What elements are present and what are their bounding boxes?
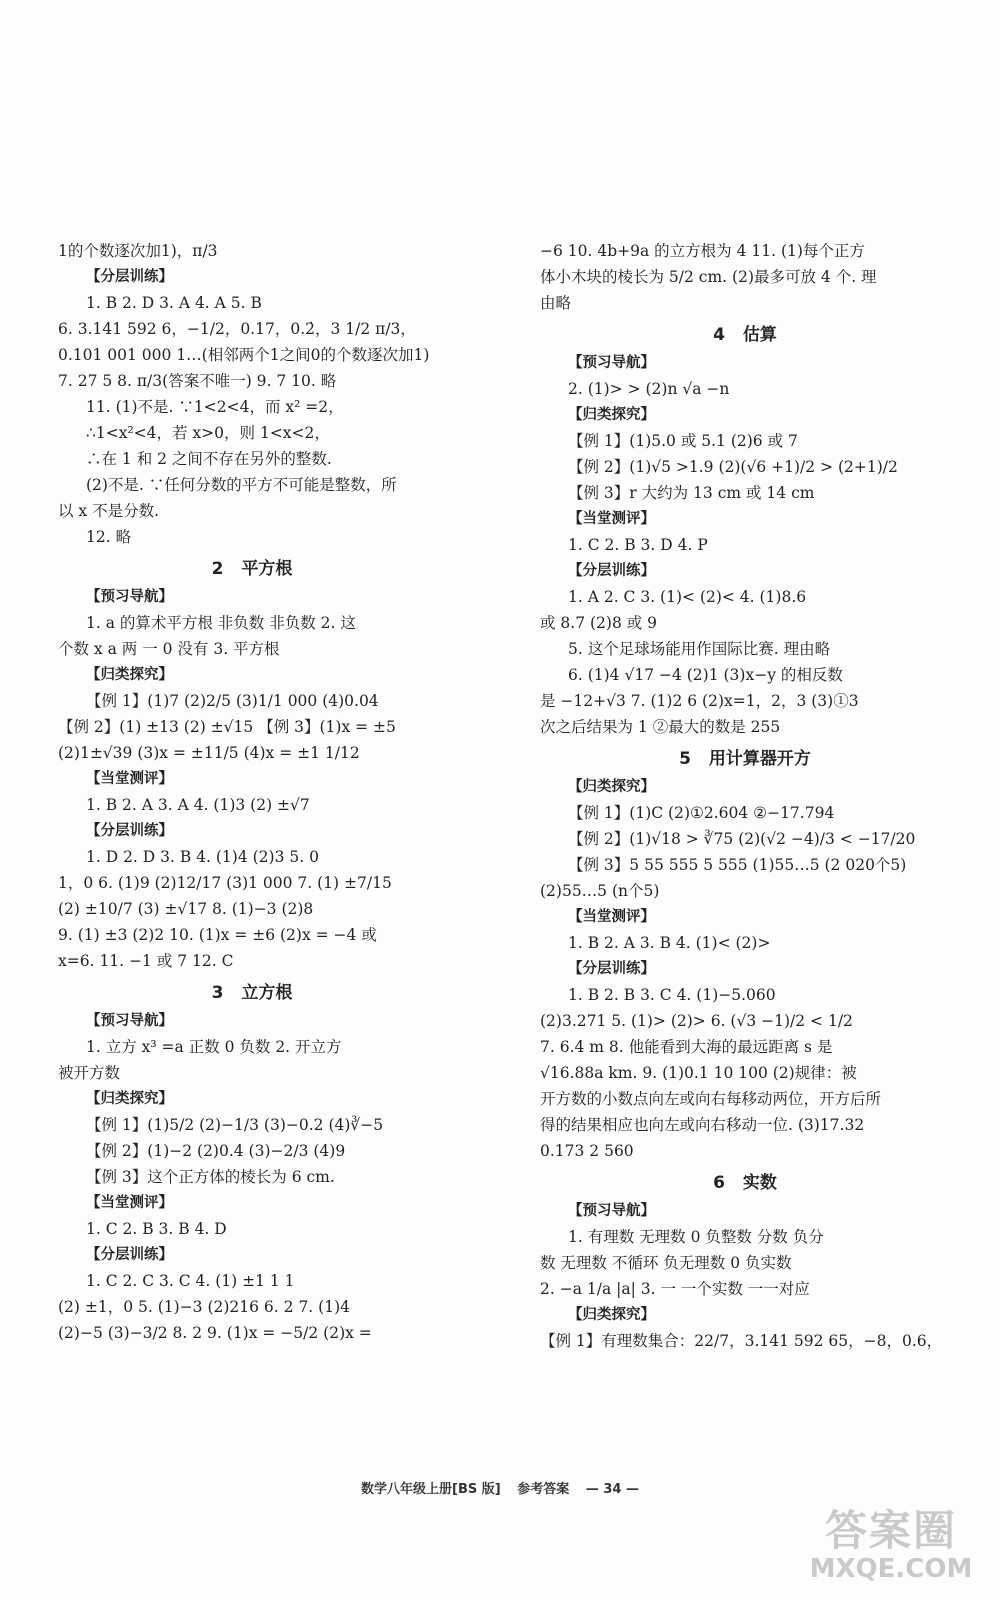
answer-line: 9. (1) ±3 (2)2 10. (1)x = ±6 (2)x = −4 或 bbox=[58, 926, 377, 944]
answer-line: ∴在 1 和 2 之间不存在另外的整数. bbox=[86, 450, 332, 468]
answer-line: 【例 2】(1)√5 >1.9 (2)(√6 +1)/2 > (2+1)/2 bbox=[568, 458, 898, 476]
subsection-label: 【分层训练】 bbox=[86, 823, 173, 839]
answer-line: 1. B 2. A 3. A 4. (1)3 (2) ±√7 bbox=[86, 796, 310, 814]
answer-line: 2. −a 1/a |a| 3. 一 一个实数 一一对应 bbox=[540, 1280, 810, 1298]
answer-line: (2) ±1，0 5. (1)−3 (2)216 6. 2 7. (1)4 bbox=[58, 1298, 350, 1316]
answer-line: 【例 2】(1)−2 (2)0.4 (3)−2/3 (4)9 bbox=[86, 1142, 346, 1160]
section-number: 4 bbox=[713, 325, 725, 345]
answer-line: −6 10. 4b+9a 的立方根为 4 11. (1)每个正方 bbox=[540, 242, 865, 260]
answer-line: 1. C 2. B 3. B 4. D bbox=[86, 1220, 227, 1238]
answer-line: 或 8.7 (2)8 或 9 bbox=[540, 614, 658, 632]
section-title: 平方根 bbox=[241, 559, 293, 579]
answer-line: 得的结果相应也向左或向右移动一位. (3)17.32 bbox=[540, 1116, 865, 1134]
section-number: 5 bbox=[679, 749, 691, 769]
section-title: 用计算器开方 bbox=[708, 749, 811, 769]
subsection-label: 【预习导航】 bbox=[568, 1203, 655, 1219]
section-number: 6 bbox=[713, 1173, 725, 1193]
subsection-label: 【分层训练】 bbox=[86, 269, 173, 285]
section-number: 2 bbox=[211, 559, 224, 579]
answer-line: 【例 2】(1) ±13 (2) ±√15 【例 3】(1)x = ±5 bbox=[58, 718, 396, 736]
answer-line: 【例 1】(1)5/2 (2)−1/3 (3)−0.2 (4)∛−5 bbox=[86, 1116, 384, 1134]
subsection-label: 【预习导航】 bbox=[86, 589, 173, 605]
answer-line: 由略 bbox=[540, 294, 572, 312]
answer-line: 0.173 2 560 bbox=[540, 1142, 634, 1160]
answer-line: 7. 6.4 m 8. 他能看到大海的最远距离 s 是 bbox=[540, 1038, 833, 1056]
answer-line: 1. 立方 x³ =a 正数 0 负数 2. 开立方 bbox=[86, 1038, 342, 1056]
answer-line: 【例 1】(1)C (2)①2.604 ②−17.794 bbox=[568, 804, 835, 822]
answer-line: 6. (1)4 √17 −4 (2)1 (3)x−y 的相反数 bbox=[568, 666, 843, 684]
answer-line: 11. (1)不是. ∵1<2<4，而 x² =2， bbox=[86, 398, 344, 416]
left-column bbox=[58, 238, 446, 1346]
subsection-label: 【当堂测评】 bbox=[568, 511, 655, 527]
answer-line: 7. 27 5 8. π/3(答案不唯一) 9. 7 10. 略 bbox=[58, 372, 337, 390]
answer-line: 【例 1】(1)7 (2)2/5 (3)1/1 000 (4)0.04 bbox=[86, 692, 379, 710]
answer-line: 5. 这个足球场能用作国际比赛. 理由略 bbox=[568, 640, 831, 658]
answer-line: 6. 3.141 592 6，−1/2，0.17，0.2̇，3 1/2 π/3， bbox=[58, 320, 416, 338]
answer-line: 次之后结果为 1 ②最大的数是 255 bbox=[540, 718, 781, 736]
answer-line: x=6. 11. −1 或 7 12. C bbox=[58, 952, 234, 970]
answer-line: 1，0 6. (1)9 (2)12/17 (3)1 000 7. (1) ±7/15 bbox=[58, 874, 392, 892]
subsection-label: 【归类探究】 bbox=[568, 779, 655, 795]
answer-line: 数 无理数 不循环 负无理数 0 负实数 bbox=[540, 1254, 792, 1272]
subsection-label: 【归类探究】 bbox=[86, 1091, 173, 1107]
answer-line: (2)不是. ∵任何分数的平方不可能是整数，所 bbox=[86, 476, 397, 494]
answer-line: 2. (1)> > (2)n √a −n bbox=[568, 380, 730, 398]
answer-line: 0.101 001 000 1…(相邻两个1之间0的个数逐次加1) bbox=[58, 346, 430, 364]
section-title: 立方根 bbox=[241, 983, 293, 1003]
watermark-logo bbox=[796, 1508, 986, 1590]
answer-line: 【例 2】(1)√18 > ∛75 (2)(√2 −4)/3 < −17/20 bbox=[568, 830, 916, 848]
section-title: 估算 bbox=[742, 325, 777, 345]
section-heading bbox=[540, 746, 950, 772]
answer-line: 以 x 不是分数. bbox=[58, 502, 160, 520]
subsection-label: 【分层训练】 bbox=[568, 961, 655, 977]
answer-line: 1. 有理数 无理数 0 负整数 分数 负分 bbox=[568, 1228, 824, 1246]
page-number: — 34 — bbox=[585, 1482, 639, 1497]
answer-line: ∴1<x²<4，若 x>0，则 1<x<2， bbox=[86, 424, 330, 442]
watermark-logo-text: 答案圈 bbox=[824, 1506, 957, 1555]
answer-line: 12. 略 bbox=[86, 528, 132, 546]
answer-line: 体小木块的棱长为 5/2 cm. (2)最多可放 4 个. 理 bbox=[540, 268, 877, 286]
section-heading bbox=[58, 980, 446, 1006]
answer-line: 【例 3】r 大约为 13 cm 或 14 cm bbox=[568, 484, 815, 502]
footer-section-label: 参考答案 bbox=[517, 1482, 570, 1497]
answer-line: 1. B 2. D 3. A 4. A 5. B bbox=[86, 294, 262, 312]
answer-line: 1. A 2. C 3. (1)< (2)< 4. (1)8.6 bbox=[568, 588, 807, 606]
answer-line: 是 −12+√3 7. (1)2 6 (2)x=1，2，3 (3)①3 bbox=[540, 692, 859, 710]
section-number: 3 bbox=[211, 983, 224, 1003]
subsection-label: 【预习导航】 bbox=[86, 1013, 173, 1029]
right-column bbox=[540, 238, 950, 1354]
subsection-label: 【分层训练】 bbox=[86, 1247, 173, 1263]
subsection-label: 【分层训练】 bbox=[568, 563, 655, 579]
subsection-label: 【归类探究】 bbox=[568, 1307, 655, 1323]
answer-line: 【例 1】(1)5.0 或 5.1 (2)6 或 7 bbox=[568, 432, 798, 450]
answer-line: 1. D 2. D 3. B 4. (1)4 (2)3 5. 0 bbox=[86, 848, 319, 866]
answer-line: 1. C 2. C 3. C 4. (1) ±1 1 1 bbox=[86, 1272, 295, 1290]
answer-line: 【例 3】5 55 555 5 555 (1)55…5 (2 020个5) bbox=[568, 856, 907, 874]
subsection-label: 【当堂测评】 bbox=[86, 771, 173, 787]
answer-line: 1. C 2. B 3. D 4. P bbox=[568, 536, 708, 554]
section-title: 实数 bbox=[742, 1173, 777, 1193]
answer-line: 1. a 的算术平方根 非负数 非负数 2. 这 bbox=[86, 614, 356, 632]
section-heading bbox=[540, 1170, 950, 1196]
answer-line: (2)55…5 (n个5) bbox=[540, 882, 660, 900]
watermark-url: MXQE.COM bbox=[809, 1554, 973, 1584]
answer-line: 1的个数逐次加1)，π/3 bbox=[58, 242, 218, 260]
answer-line: (2)3.271 5. (1)> (2)> 6. (√3 −1)/2 < 1/2 bbox=[540, 1012, 853, 1030]
answer-line: 开方数的小数点向左或向右每移动两位，开方后所 bbox=[540, 1090, 882, 1108]
answer-line: (2)−5 (3)−3/2 8. 2 9. (1)x = −5/2 (2)x = bbox=[58, 1324, 372, 1342]
subsection-label: 【归类探究】 bbox=[568, 407, 655, 423]
answer-line: (2)1±√39 (3)x = ±11/5 (4)x = ±1 1/12 bbox=[58, 744, 360, 762]
page-footer bbox=[0, 1478, 1000, 1497]
subsection-label: 【当堂测评】 bbox=[86, 1195, 173, 1211]
answer-line: √16.88a km. 9. (1)0.1 10 100 (2)规律：被 bbox=[540, 1064, 857, 1082]
answer-line: 【例 1】有理数集合：22/7，3.141 592 65，−8，0.6， bbox=[540, 1332, 943, 1350]
answer-line: 被开方数 bbox=[58, 1064, 121, 1082]
section-heading bbox=[58, 556, 446, 582]
section-heading bbox=[540, 322, 950, 348]
answer-line: (2) ±10/7 (3) ±√17 8. (1)−3 (2)8 bbox=[58, 900, 314, 918]
answer-line: 【例 3】这个正方体的棱长为 6 cm. bbox=[86, 1168, 335, 1186]
answer-line: 1. B 2. B 3. C 4. (1)−5.060 bbox=[568, 986, 776, 1004]
subsection-label: 【预习导航】 bbox=[568, 355, 655, 371]
answer-line: 1. B 2. A 3. B 4. (1)< (2)> bbox=[568, 934, 771, 952]
subsection-label: 【归类探究】 bbox=[86, 667, 173, 683]
footer-book-title: 数学八年级上册[BS 版] bbox=[361, 1482, 501, 1497]
subsection-label: 【当堂测评】 bbox=[568, 909, 655, 925]
answer-line: 个数 x a 两 一 0 没有 3. 平方根 bbox=[58, 640, 280, 658]
